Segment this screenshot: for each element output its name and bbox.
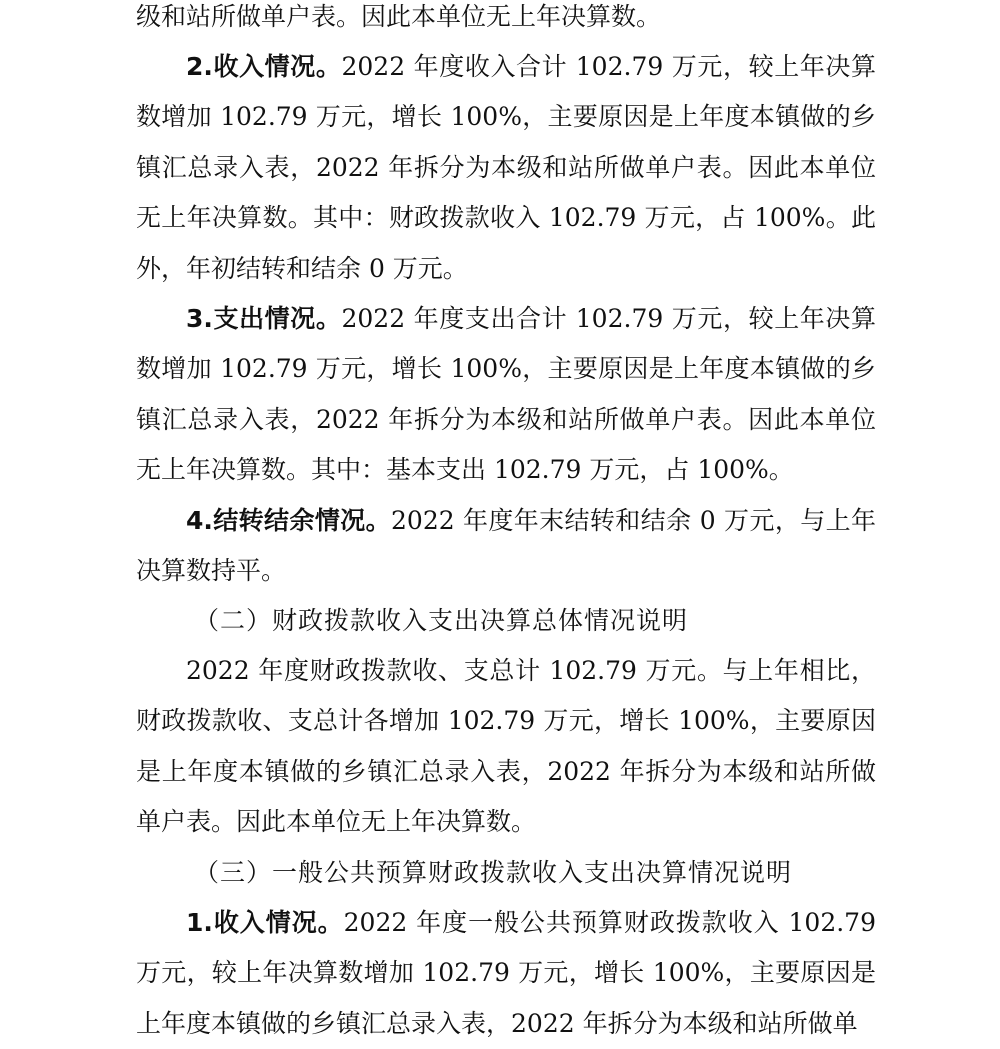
- paragraph-text: 2022 年度年末结转和结余 0 万元，与上年决算数持平。: [136, 506, 876, 586]
- paragraph-text: 级和站所做单户表。因此本单位无上年决算数。: [136, 2, 662, 31]
- paragraph-expenditure: [136, 294, 876, 496]
- paragraph-fiscal-total: [136, 646, 876, 848]
- paragraph-general-budget-income: [136, 898, 876, 1049]
- paragraph-carryover: [136, 496, 876, 597]
- heading-text: （二）财政拨款收入支出决算总体情况说明: [194, 606, 689, 635]
- heading-text: （三）一般公共预算财政拨款收入支出决算情况说明: [194, 858, 793, 887]
- paragraph-lead: 2.收入情况。: [186, 52, 342, 81]
- paragraph-income: [136, 42, 876, 294]
- section-heading-2: [136, 596, 876, 646]
- section-heading-3: [136, 848, 876, 898]
- paragraph-text: 2022 年度一般公共预算财政拨款收入 102.79 万元，较上年决算数增加 102.79 万元，增长 100%，主要原因是上年度本镇做的乡镇汇总录入表，2022 年拆分为本级和站所做单: [136, 908, 876, 1038]
- paragraph-lead: 3.支出情况。: [186, 304, 342, 333]
- paragraph-text: 2022 年度支出合计 102.79 万元，较上年决算数增加 102.79 万元，增长 100%，主要原因是上年度本镇做的乡镇汇总录入表，2022 年拆分为本级和站所做单户表。因此本单位无上年决算数。其中：基本支出 102.79 万元，占 100%。: [136, 304, 876, 485]
- paragraph-continuation: [136, 0, 876, 42]
- paragraph-lead: 1.收入情况。: [186, 908, 344, 937]
- paragraph-text: 2022 年度收入合计 102.79 万元，较上年决算数增加 102.79 万元，增长 100%，主要原因是上年度本镇做的乡镇汇总录入表，2022 年拆分为本级和站所做单户表。因此本单位无上年决算数。其中：财政拨款收入 102.79 万元，占 100%。此外，年初结转和结余 0 万元。: [136, 52, 876, 283]
- paragraph-lead: 4.结转结余情况。: [186, 506, 392, 535]
- paragraph-text: 2022 年度财政拨款收、支总计 102.79 万元。与上年相比，财政拨款收、支总计各增加 102.79 万元，增长 100%，主要原因是上年度本镇做的乡镇汇总录入表，2022 年拆分为本级和站所做单户表。因此本单位无上年决算数。: [136, 656, 876, 837]
